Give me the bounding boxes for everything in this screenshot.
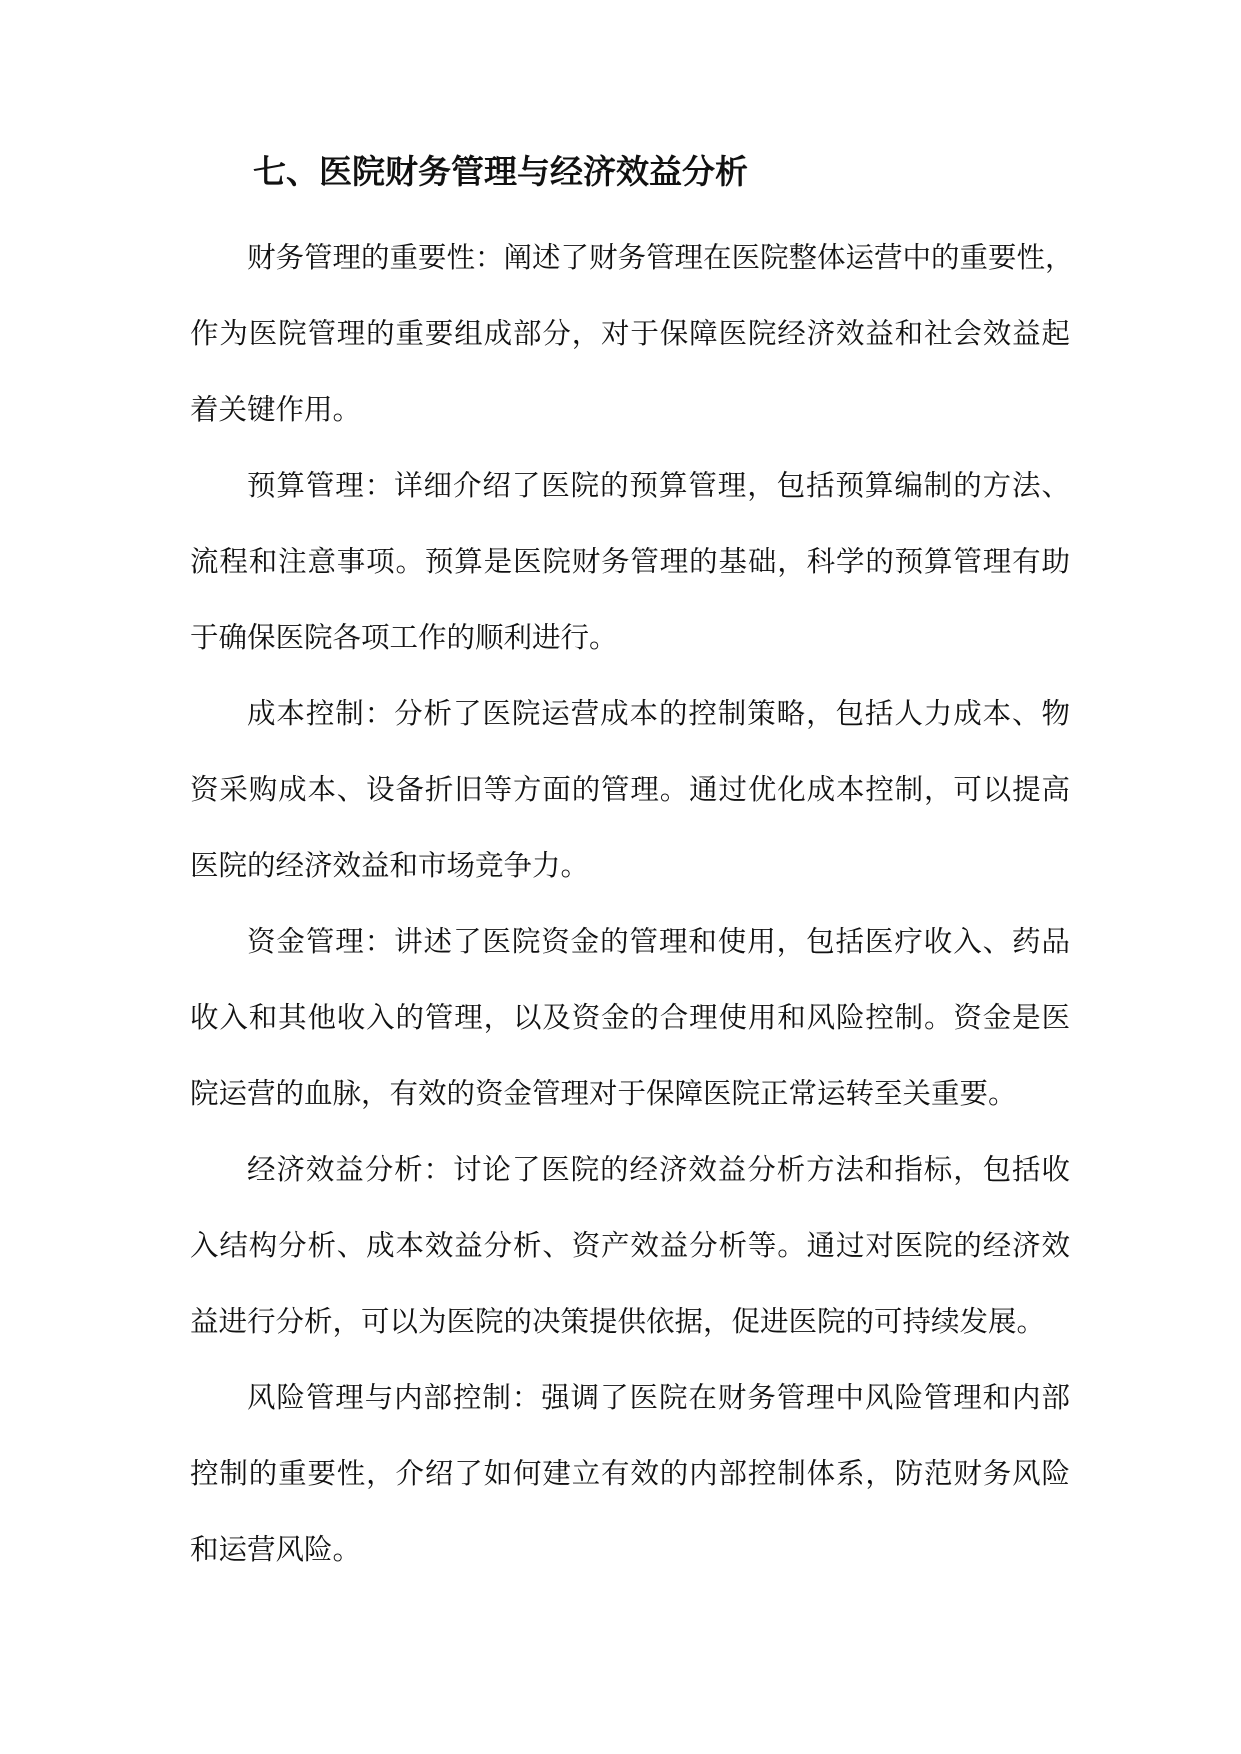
paragraph-line: 成本控制：分析了医院运营成本的控制策略，包括人力成本、物 [247, 697, 1070, 730]
paragraph-line: 收入和其他收入的管理，以及资金的合理使用和风险控制。资金是医 [190, 1001, 1070, 1034]
paragraph-line: 益进行分析，可以为医院的决策提供依据，促进医院的可持续发展。 [190, 1305, 1046, 1338]
paragraph-line: 医院的经济效益和市场竞争力。 [190, 849, 590, 882]
paragraph-line: 预算管理：详细介绍了医院的预算管理，包括预算编制的方法、 [247, 469, 1070, 502]
paragraph-line: 作为医院管理的重要组成部分，对于保障医院经济效益和社会效益起 [190, 317, 1070, 350]
paragraph-line: 财务管理的重要性：阐述了财务管理在医院整体运营中的重要性， [247, 241, 1074, 274]
paragraph-line: 着关键作用。 [190, 393, 362, 426]
paragraph-line: 院运营的血脉，有效的资金管理对于保障医院正常运转至关重要。 [190, 1077, 1017, 1110]
paragraph-fund-management [190, 904, 1070, 1132]
paragraph-economic-benefit-analysis [190, 1132, 1070, 1360]
paragraph-financial-importance [190, 220, 1074, 448]
paragraph-budget-management [190, 448, 1070, 676]
paragraph-line: 于确保医院各项工作的顺利进行。 [190, 621, 618, 654]
section-heading: 七、医院财务管理与经济效益分析 [253, 152, 748, 191]
paragraph-risk-internal-control [190, 1360, 1070, 1588]
paragraph-line: 资金管理：讲述了医院资金的管理和使用，包括医疗收入、药品 [247, 925, 1070, 958]
paragraph-line: 入结构分析、成本效益分析、资产效益分析等。通过对医院的经济效 [190, 1229, 1070, 1262]
paragraph-line: 流程和注意事项。预算是医院财务管理的基础，科学的预算管理有助 [190, 545, 1070, 578]
paragraph-line: 经济效益分析：讨论了医院的经济效益分析方法和指标，包括收 [247, 1153, 1070, 1186]
paragraph-line: 控制的重要性，介绍了如何建立有效的内部控制体系，防范财务风险 [190, 1457, 1070, 1490]
paragraph-line: 风险管理与内部控制：强调了医院在财务管理中风险管理和内部 [247, 1381, 1070, 1414]
paragraph-line: 和运营风险。 [190, 1533, 362, 1566]
paragraph-line: 资采购成本、设备折旧等方面的管理。通过优化成本控制，可以提高 [190, 773, 1070, 806]
paragraph-cost-control [190, 676, 1070, 904]
